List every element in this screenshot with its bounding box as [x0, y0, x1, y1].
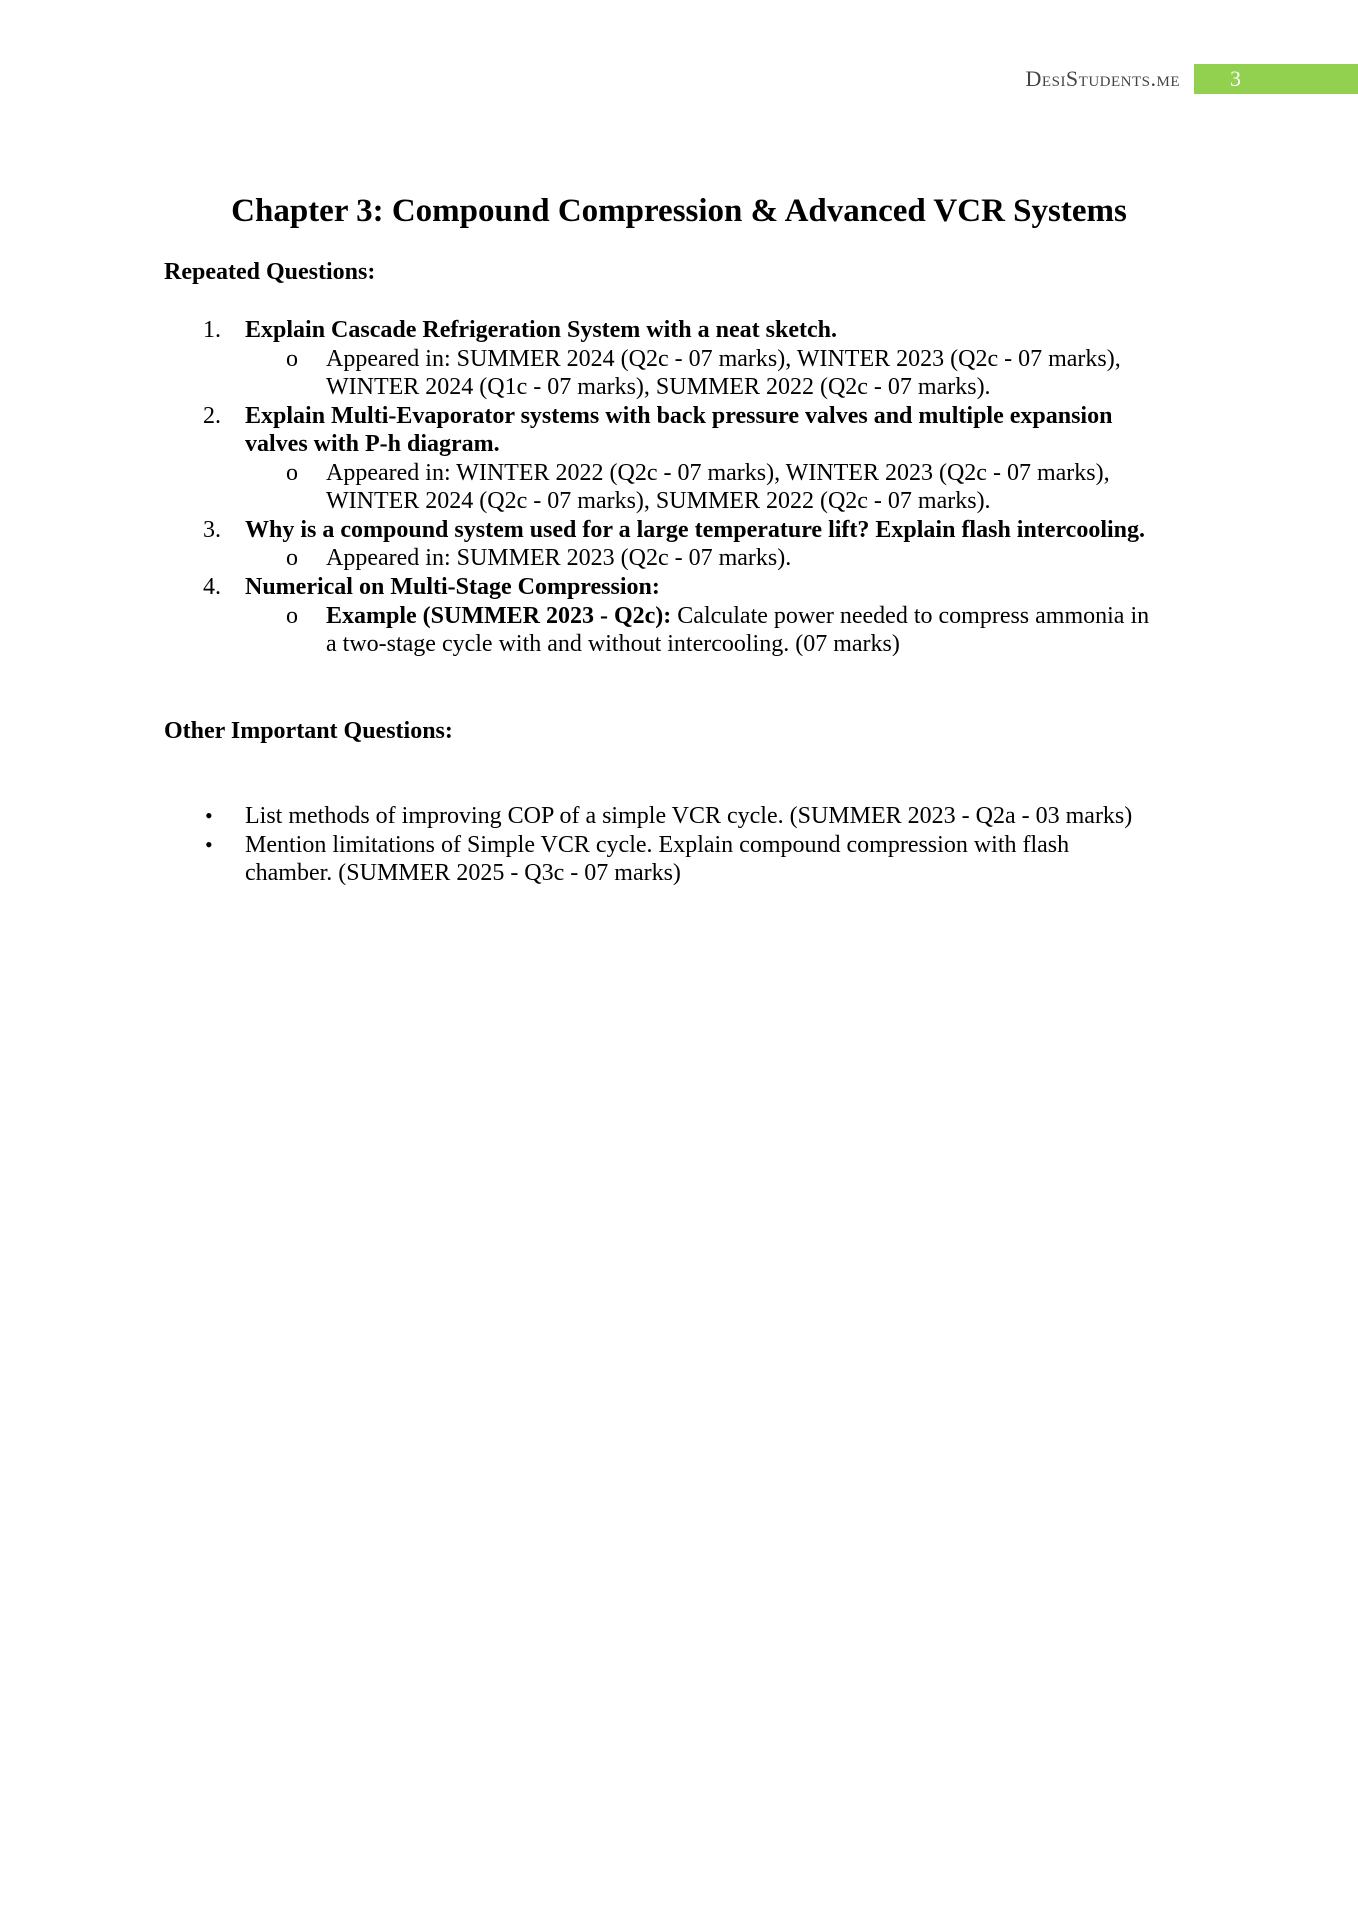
- other-question-text: List methods of improving COP of a simple VCR cycle. (SUMMER 2023 - Q2a - 03 marks): [245, 803, 1133, 829]
- sub-bullet-icon: o: [286, 460, 298, 486]
- page-number-box: [1194, 64, 1358, 94]
- sub-bullet-icon: o: [286, 545, 298, 571]
- question-text: Explain Multi-Evaporator systems with back pressure valves and multiple expansion: [245, 403, 1113, 429]
- appeared-in-text: WINTER 2024 (Q2c - 07 marks), SUMMER 2022 (Q2c - 07 marks).: [326, 488, 991, 514]
- question-number: 4.: [203, 574, 221, 600]
- bullet-icon: •: [205, 832, 213, 857]
- other-question-text: chamber. (SUMMER 2025 - Q3c - 07 marks): [245, 860, 681, 886]
- page-header: [1026, 64, 1358, 94]
- question-text: Numerical on Multi-Stage Compression:: [245, 574, 660, 600]
- appeared-in-text: Appeared in: SUMMER 2023 (Q2c - 07 marks).: [326, 545, 792, 571]
- example-text: Calculate power needed to compress ammonia in: [671, 603, 1150, 629]
- appeared-in-text: Appeared in: SUMMER 2024 (Q2c - 07 marks), WINTER 2023 (Q2c - 07 marks),: [326, 346, 1121, 372]
- example-label: Example (SUMMER 2023 - Q2c):: [326, 603, 672, 629]
- example-line: [326, 602, 1149, 630]
- other-question-text: Mention limitations of Simple VCR cycle. Explain compound compression with flash: [245, 832, 1070, 858]
- question-number: 2.: [203, 403, 221, 429]
- appeared-in-text: Appeared in: WINTER 2022 (Q2c - 07 marks), WINTER 2023 (Q2c - 07 marks),: [326, 460, 1110, 486]
- sub-bullet-icon: o: [286, 346, 298, 372]
- repeated-questions-heading: Repeated Questions:: [164, 259, 376, 285]
- other-questions-heading: Other Important Questions:: [164, 718, 453, 744]
- chapter-title: Chapter 3: Compound Compression & Advanced VCR Systems: [231, 193, 1127, 229]
- page-number: 3: [1230, 66, 1241, 91]
- site-name: DesiStudents.me: [1025, 66, 1180, 91]
- appeared-in-text: WINTER 2024 (Q1c - 07 marks), SUMMER 2022 (Q2c - 07 marks).: [326, 374, 991, 400]
- question-number: 3.: [203, 517, 221, 543]
- example-text-continued: a two-stage cycle with and without intercooling. (07 marks): [326, 631, 900, 657]
- bullet-icon: •: [205, 803, 213, 828]
- question-text: Why is a compound system used for a large temperature lift? Explain flash intercooling.: [245, 517, 1145, 543]
- sub-bullet-icon: o: [286, 603, 298, 629]
- question-number: 1.: [203, 317, 221, 343]
- question-text: valves with P-h diagram.: [245, 431, 500, 457]
- question-text: Explain Cascade Refrigeration System with a neat sketch.: [245, 317, 837, 343]
